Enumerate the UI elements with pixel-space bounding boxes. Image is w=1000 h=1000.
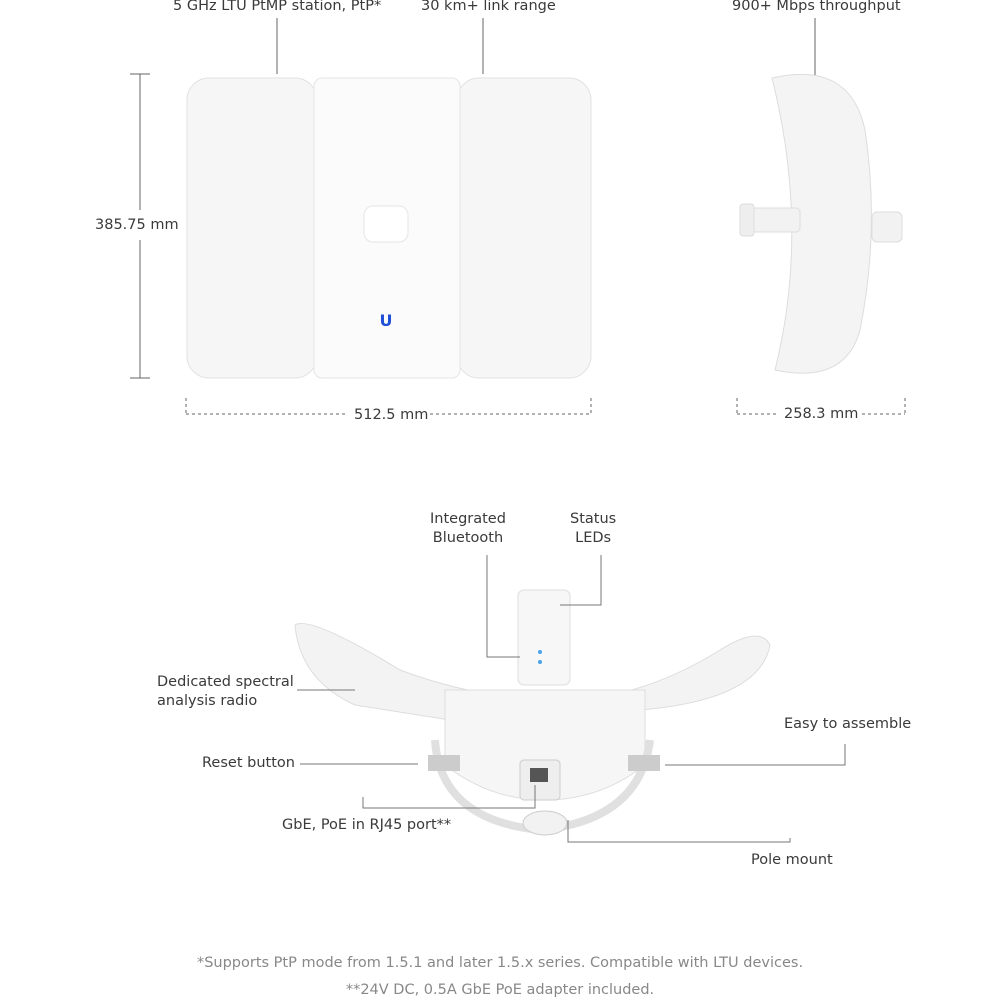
- callout-leds: Status LEDs: [570, 511, 617, 546]
- callout-bluetooth: Integrated Bluetooth: [430, 511, 506, 546]
- side-view-device: [740, 74, 902, 373]
- callout-pole: Pole mount: [751, 852, 833, 868]
- bottom-view-device: [295, 590, 770, 835]
- callout-throughput: 900+ Mbps throughput: [732, 0, 901, 14]
- dimension-depth: 258.3 mm: [784, 406, 859, 422]
- dimension-height: 385.75 mm: [95, 217, 179, 233]
- front-view-device: [187, 78, 591, 378]
- footnote-1: *Supports PtP mode from 1.5.1 and later 1.5.x series. Compatible with LTU devices.: [196, 955, 804, 971]
- callout-assemble: Easy to assemble: [784, 716, 912, 732]
- dimension-width: 512.5 mm: [354, 407, 429, 423]
- footnote-2: **24V DC, 0.5A GbE PoE adapter included.: [345, 982, 655, 998]
- callout-reset: Reset button: [202, 755, 295, 771]
- callout-spectral: Dedicated spectral analysis radio: [157, 674, 294, 709]
- callout-port: GbE, PoE in RJ45 port**: [282, 817, 452, 833]
- callout-station: 5 GHz LTU PtMP station, PtP*: [173, 0, 382, 14]
- callout-range: 30 km+ link range: [421, 0, 556, 14]
- ubiquiti-logo-icon: U: [379, 311, 393, 330]
